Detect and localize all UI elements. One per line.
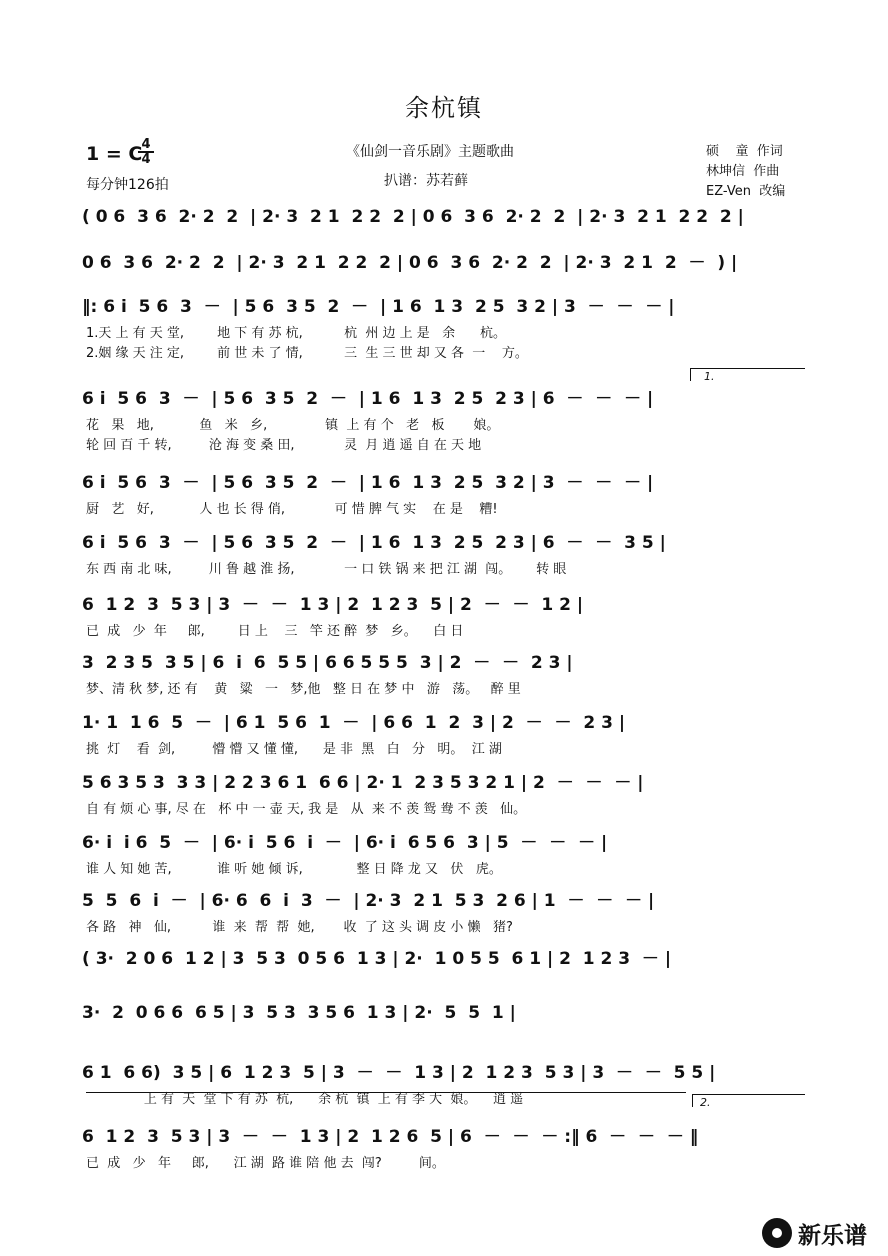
lyric-line: 自 有 烦 心 事, 尽 在 杯 中 一 壶 天, 我 是 从 来 不 羡 鸳 鸯 不 羡 仙。: [86, 802, 527, 817]
logo-text: 新乐谱: [798, 1222, 867, 1249]
arranger-credit: EZ-Ven 改编: [706, 184, 786, 199]
note-sequence: ‖: 6 i 5 6 3 － | 5 6 3 5 2 － | 1 6 1 3 2 5 3 2 | 3 － － － |: [82, 297, 675, 317]
transcriber-credit: 扒谱：苏若藓: [384, 173, 468, 189]
time-signature-bottom: 4: [141, 152, 151, 167]
time-signature-top: 4: [141, 137, 151, 152]
lyric-line: 东 西 南 北 味, 川 鲁 越 淮 扬, 一 口 铁 锅 来 把 江 湖 闯。 转 眼: [86, 562, 567, 577]
note-sequence: 0 6 3 6 2· 2 2 | 2· 3 2 1 2 2 2 | 0 6 3 6 2· 2 2 | 2· 3 2 1 2 － ) |: [82, 253, 738, 273]
note-sequence: 6 i 5 6 3 － | 5 6 3 5 2 － | 1 6 1 3 2 5 3 2 | 3 － － － |: [82, 473, 654, 493]
staff-line: [82, 706, 808, 740]
lyric-divider-line: [86, 1092, 686, 1105]
second-ending-bracket: [692, 1094, 805, 1107]
first-ending-bracket: [690, 368, 805, 381]
staff-line: [82, 588, 808, 622]
note-sequence: 1· 1 1 6 5 － | 6 1 5 6 1 － | 6 6 1 2 3 | 2 － － 2 3 |: [82, 713, 626, 733]
composer-credit: 林坤信 作曲: [706, 164, 780, 179]
staff-line: [82, 1056, 808, 1090]
note-sequence: ( 3· 2 0 6 1 2 | 3 5 3 0 5 6 1 3 | 2· 1 0 5 5 6 1 | 2 1 2 3 － |: [82, 949, 672, 969]
lyric-line: 梦、清 秋 梦, 还 有 黄 粱 一 梦,他 整 日 在 梦 中 游 荡。 醉 里: [86, 682, 521, 697]
lyric-line: 已 成 少 年 郎, 江 湖 路 谁 陪 他 去 闯? 间。: [86, 1156, 445, 1171]
lyricist-credit: 硕 童 作词: [706, 144, 783, 159]
tempo-marking: 每分钟126拍: [86, 177, 169, 193]
lyric-line: 上 有 天 堂 下 有 苏 杭, 余 杭 镇 上 有 李 大 娘。 逍 遥: [86, 1092, 524, 1107]
staff-line: [82, 526, 808, 560]
staff-line: [82, 996, 808, 1030]
lyric-line: 2.姻 缘 天 注 定, 前 世 未 了 情, 三 生 三 世 却 又 各 一 方。: [86, 346, 528, 361]
staff-line: [82, 942, 808, 976]
staff-line: [82, 1120, 808, 1154]
second-ending-label: 2.: [700, 1096, 711, 1109]
time-signature: [138, 138, 154, 166]
staff-line: [82, 246, 808, 280]
staff-line: [82, 766, 808, 800]
first-ending-label: 1.: [704, 370, 715, 383]
lyric-line: 花 果 地, 鱼 米 乡, 镇 上 有 个 老 板 娘。: [86, 418, 500, 433]
subtitle: 《仙剑一音乐剧》主题歌曲: [346, 144, 514, 160]
key-signature: 1 = C: [86, 143, 143, 165]
site-logo: [762, 1216, 882, 1250]
note-sequence: 6 i 5 6 3 － | 5 6 3 5 2 － | 1 6 1 3 2 5 2 3 | 6 － － － |: [82, 389, 654, 409]
song-title: 余杭镇: [405, 94, 483, 122]
record-disc-icon: [762, 1218, 792, 1248]
staff-line: [82, 466, 808, 500]
note-sequence: 6 1 2 3 5 3 | 3 － － 1 3 | 2 1 2 6 5 | 6 － － － :‖ 6 － － － ‖: [82, 1127, 699, 1147]
staff-line: [82, 200, 808, 234]
note-sequence: 6 1 6 6) 3 5 | 6 1 2 3 5 | 3 － － 1 3 | 2 1 2 3 5 3 | 3 － － 5 5 |: [82, 1063, 716, 1083]
note-sequence: 3· 2 0 6 6 6 5 | 3 5 3 3 5 6 1 3 | 2· 5 5 1 |: [82, 1003, 516, 1023]
staff-line: [82, 382, 808, 416]
staff-line: [82, 646, 808, 680]
note-sequence: 6 i 5 6 3 － | 5 6 3 5 2 － | 1 6 1 3 2 5 2 3 | 6 － － 3 5 |: [82, 533, 666, 553]
lyric-line: 挑 灯 看 剑, 懵 懵 又 懂 懂, 是 非 黑 白 分 明。 江 湖: [86, 742, 502, 757]
lyric-line: 轮 回 百 千 转, 沧 海 变 桑 田, 灵 月 逍 遥 自 在 天 地: [86, 438, 482, 453]
note-sequence: 5 6 3 5 3 3 3 | 2 2 3 6 1 6 6 | 2· 1 2 3 5 3 2 1 | 2 － － － |: [82, 773, 644, 793]
lyric-line: 1.天 上 有 天 堂, 地 下 有 苏 杭, 杭 州 边 上 是 余 杭。: [86, 326, 506, 341]
note-sequence: 6· i i 6 5 － | 6· i 5 6 i － | 6· i 6 5 6 3 | 5 － － － |: [82, 833, 608, 853]
lyric-line: 谁 人 知 她 苦, 谁 听 她 倾 诉, 整 日 降 龙 又 伏 虎。: [86, 862, 502, 877]
lyric-line: 已 成 少 年 郎, 日 上 三 竿 还 醉 梦 乡。 白 日: [86, 624, 464, 639]
note-sequence: 3 2 3 5 3 5 | 6 i 6 5 5 | 6 6 5 5 5 3 | 2 － － 2 3 |: [82, 653, 573, 673]
staff-line: [82, 290, 808, 324]
lyric-line: 各 路 神 仙, 谁 来 帮 帮 她, 收 了 这 头 调 皮 小 懒 猪?: [86, 920, 513, 935]
lyric-line: 厨 艺 好, 人 也 长 得 俏, 可 惜 脾 气 实 在 是 糟!: [86, 502, 498, 517]
staff-line: [82, 884, 808, 918]
staff-line: [82, 826, 808, 860]
note-sequence: ( 0 6 3 6 2· 2 2 | 2· 3 2 1 2 2 2 | 0 6 3 6 2· 2 2 | 2· 3 2 1 2 2 2 |: [82, 207, 744, 227]
note-sequence: 5 5 6 i － | 6· 6 6 i 3 － | 2· 3 2 1 5 3 2 6 | 1 － － － |: [82, 891, 655, 911]
note-sequence: 6 1 2 3 5 3 | 3 － － 1 3 | 2 1 2 3 5 | 2 － － 1 2 |: [82, 595, 584, 615]
